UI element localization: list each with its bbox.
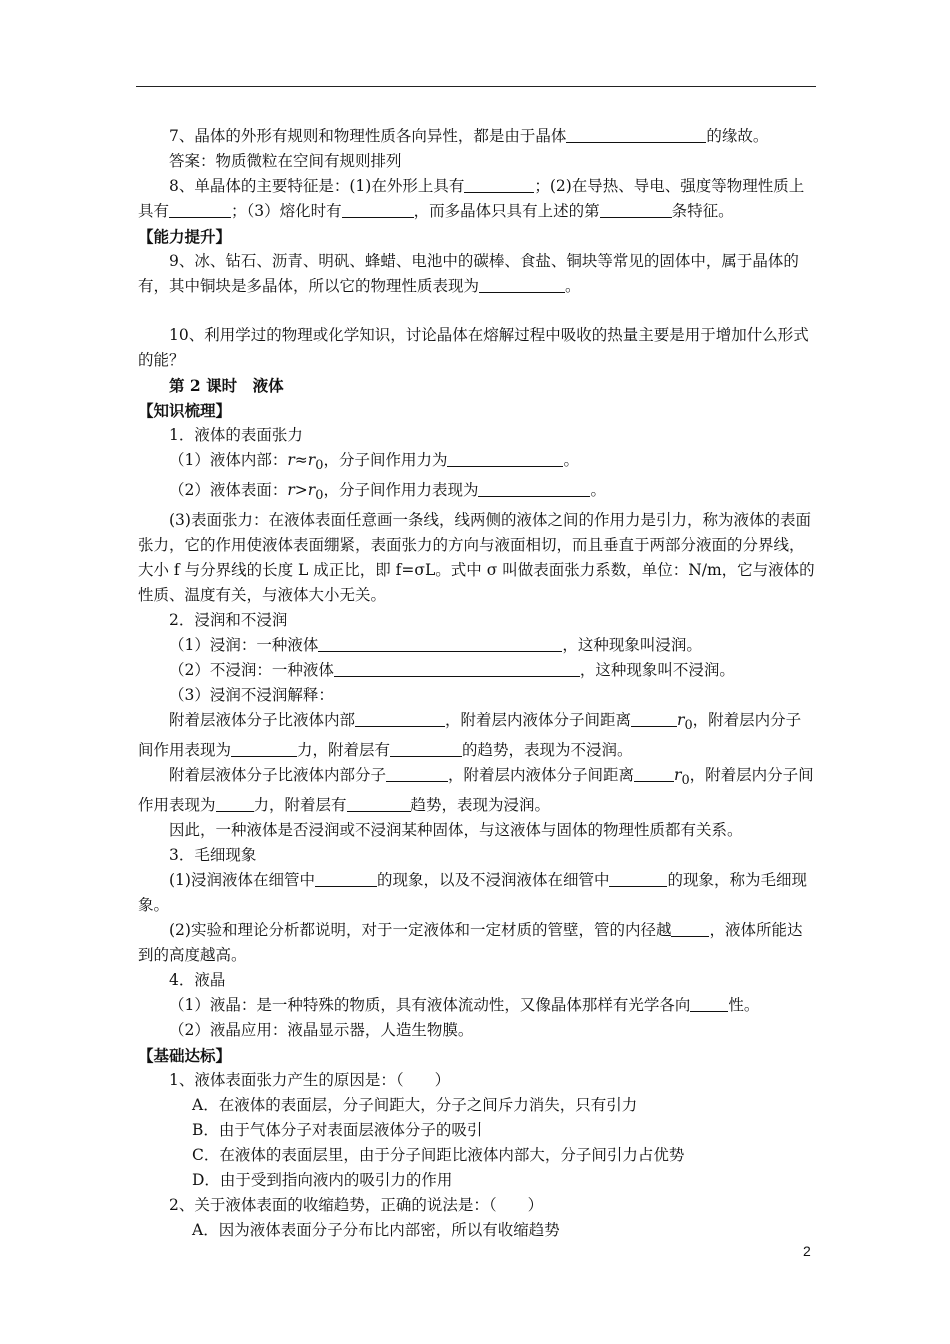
knowledge-item: （2）不浸润：一种液体 ，这种现象叫不浸润。 — [169, 661, 735, 680]
page-number: 2 — [803, 1243, 811, 1259]
blank[interactable] — [169, 202, 231, 218]
knowledge-paragraph: 附着层液体分子比液体内部 ，附着层内液体分子间距离 $r_0$，附着层内分子间作用表现为 力，附着层有 的趋势，表现为不浸润。 — [138, 711, 802, 760]
question-9: 9、冰、钻石、沥青、明矾、蜂蜡、电池中的碳棒、食盐、铜块等常见的固体中，属于晶体的有，其中铜块是多晶体，所以它的物理性质表现为 。 — [138, 252, 799, 295]
blank[interactable] — [478, 481, 590, 497]
question-8: 8、单晶体的主要特征是：(1)在外形上具有 ；(2)在导热、导电、强度等物理性质上具有 ；（3）熔化时有 ，而多晶体只具有上述的第 条特征。 — [138, 177, 805, 220]
blank[interactable] — [334, 661, 580, 677]
blank[interactable] — [634, 766, 674, 782]
knowledge-paragraph: 因此，一种液体是否浸润或不浸润某种固体，与这液体与固体的物理性质都有关系。 — [169, 821, 743, 840]
knowledge-item: （1）液晶：是一种特殊的物质，具有液体流动性，又像晶体那样有光学各向 性。 — [169, 996, 760, 1015]
mc-option[interactable]: B．由于气体分子对表面层液体分子的吸引 — [192, 1121, 483, 1140]
blank[interactable] — [464, 177, 534, 193]
lesson-title: 第 2 课时 液体 — [169, 376, 284, 395]
blank[interactable] — [671, 921, 709, 937]
blank[interactable] — [318, 636, 562, 652]
header-rule — [136, 86, 816, 87]
answer-7: 答案：物质微粒在空间有规则排列 — [169, 152, 402, 170]
blank[interactable] — [566, 127, 706, 143]
knowledge-item: 1．液体的表面张力 — [169, 426, 303, 444]
mc-option[interactable]: A．在液体的表面层，分子间距大，分子之间斥力消失，只有引力 — [192, 1096, 638, 1115]
knowledge-item: （2）液晶应用：液晶显示器，人造生物膜。 — [169, 1021, 474, 1040]
blank[interactable] — [347, 796, 411, 812]
knowledge-item: （1）浸润：一种液体 ，这种现象叫浸润。 — [169, 636, 702, 655]
blank[interactable] — [390, 741, 462, 757]
section-heading: 【能力提升】 — [138, 227, 232, 246]
blank[interactable] — [216, 796, 254, 812]
question-10: 10、利用学过的物理或化学知识，讨论晶体在熔解过程中吸收的热量主要是用于增加什么形式的能？ — [138, 326, 809, 369]
blank[interactable] — [447, 451, 563, 467]
blank[interactable] — [355, 711, 445, 727]
knowledge-paragraph: (3)表面张力：在液体表面任意画一条线，线两侧的液体之间的作用力是引力，称为液体的表面张力，它的作用使液体表面绷紧，表面张力的方向与液面相切，而且垂直于两部分液面的分界线，大小 f 与分界线的长度 L 成正比，即 f=σL。式中 σ 叫做表面张力系数，单位：N/m，它与液体的性质、温度有关，与液体大小无关。 — [138, 511, 815, 605]
mc-option[interactable]: C．在液体的表面层里，由于分子间距比液体内部大，分子间引力占优势 — [192, 1146, 685, 1165]
mc-question-stem: 1、液体表面张力产生的原因是：（ ） — [169, 1071, 451, 1090]
knowledge-item: 2．浸润和不浸润 — [169, 611, 288, 630]
blank[interactable] — [386, 766, 448, 782]
knowledge-item: （3）浸润不浸润解释： — [169, 686, 334, 705]
knowledge-item: 3．毛细现象 — [169, 846, 257, 865]
question-7: 7、晶体的外形有规则和物理性质各向异性，都是由于晶体 的缘故。 — [169, 127, 769, 145]
page-content — [138, 124, 816, 1243]
knowledge-item: （1）液体内部：$r\approx r_0$，分子间作用力为 。 — [169, 451, 579, 474]
section-heading: 【基础达标】 — [138, 1046, 232, 1066]
blank[interactable] — [600, 202, 672, 218]
mc-question-stem: 2、关于液体表面的收缩趋势，正确的说法是：（ ） — [169, 1196, 544, 1215]
knowledge-paragraph: 附着层液体分子比液体内部分子 ，附着层内液体分子间距离 $r_0$，附着层内分子间作用表现为 力，附着层有 趋势，表现为浸润。 — [138, 766, 814, 815]
knowledge-item: （2）液体表面：$r>r_0$，分子间作用力表现为 。 — [169, 481, 606, 504]
blank[interactable] — [631, 711, 677, 727]
blank[interactable] — [342, 202, 414, 218]
knowledge-item: 4．液晶 — [169, 971, 226, 990]
blank[interactable] — [609, 871, 667, 887]
section-heading: 【知识梳理】 — [138, 401, 232, 420]
mc-option[interactable]: A．因为液体表面分子分布比内部密，所以有收缩趋势 — [192, 1221, 560, 1240]
blank[interactable] — [479, 277, 565, 293]
knowledge-paragraph: (2)实验和理论分析都说明，对于一定液体和一定材质的管壁，管的内径越 ，液体所能达到的高度越高。 — [138, 921, 803, 965]
blank[interactable] — [231, 741, 297, 757]
blank[interactable] — [690, 996, 728, 1012]
knowledge-paragraph: (1)浸润液体在细管中 的现象，以及不浸润液体在细管中 的现象，称为毛细现象。 — [138, 871, 807, 915]
mc-option[interactable]: D．由于受到指向液内的吸引力的作用 — [192, 1171, 453, 1190]
blank[interactable] — [315, 871, 377, 887]
